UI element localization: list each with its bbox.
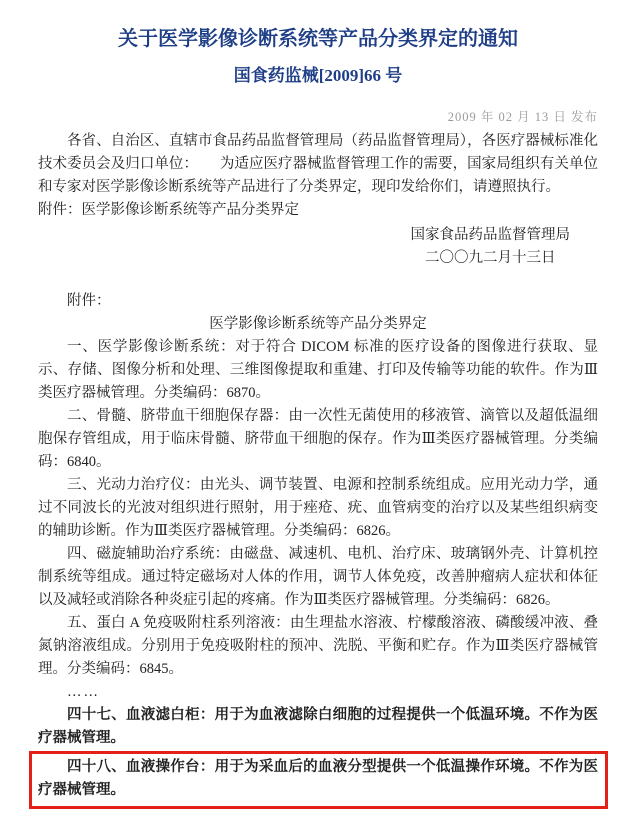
issue-date: 二〇〇九二月十三日 xyxy=(425,250,556,267)
issuer-name: 国家食品药品监督管理局 xyxy=(410,227,570,244)
classification-item-3: 三、光动力治疗仪：由光头、调节装置、电源和控制系统组成。应用光动力学，通过不同波长的光波对组织进行照射，用于痤疮、疣、血管病变的治疗以及某些组织病变的辅助诊断。作为Ⅲ类医疗器械管理。分类编码：6826。 xyxy=(38,477,598,540)
release-date: 2009 年 02 月 13 日 发布 xyxy=(447,110,598,125)
ellipsis-line: …… xyxy=(67,684,100,701)
doc-title: 关于医学影像诊断系统等产品分类界定的通知 xyxy=(118,28,518,50)
signature-block xyxy=(38,224,598,270)
doc-number: 国食药监械[2009]66 号 xyxy=(233,66,403,86)
notice-body xyxy=(38,130,598,809)
classification-item-47: 四十七、血液滤白柜：用于为血液滤除白细胞的过程提供一个低温环境。不作为医疗器械管理。 xyxy=(38,707,598,747)
classification-item-1: 一、医学影像诊断系统：对于符合 DICOM 标准的医疗设备的图像进行获取、显示、存储、图像分析和处理、三维图像提取和重建、打印及传输等功能的软件。作为Ⅲ类医疗器械管理。分类编码：6870。 xyxy=(38,339,598,402)
signature-inner xyxy=(411,224,571,270)
attachment-reference-line: 附件：医学影像诊断系统等产品分类界定 xyxy=(38,202,299,219)
document-page xyxy=(0,26,638,809)
attachment-label: 附件： xyxy=(67,293,111,310)
attachment-heading: 医学影像诊断系统等产品分类界定 xyxy=(209,316,427,333)
highlight-box xyxy=(29,751,608,809)
notice-opening-paragraph: 各省、自治区、直辖市食品药品监督管理局（药品监督管理局），各医疗器械标准化技术委员会及归口单位： 为适应医疗器械监督管理工作的需要，国家局组织有关单位和专家对医学影像诊断系统等产品进行了分类界定，现印发给你们，请遵照执行。 xyxy=(38,133,598,196)
classification-item-4: 四、磁旋辅助治疗系统：由磁盘、减速机、电机、治疗床、玻璃钢外壳、计算机控制系统等组成。通过特定磁场对人体的作用，调节人体免疫，改善肿瘤病人症状和体征以及减轻或消除各种炎症引起的疼痛。作为Ⅲ类医疗器械管理。分类编码：6826。 xyxy=(38,546,598,609)
classification-item-2: 二、骨髓、脐带血干细胞保存器：由一次性无菌使用的移液管、滴管以及超低温细胞保存管组成，用于临床骨髓、脐带血干细胞的保存。作为Ⅲ类医疗器械管理。分类编码：6840。 xyxy=(38,408,598,471)
classification-item-48-highlighted: 四十八、血液操作台：用于为采血后的血液分型提供一个低温操作环境。不作为医疗器械管理。 xyxy=(38,759,598,799)
classification-item-5: 五、蛋白 A 免疫吸附柱系列溶液：由生理盐水溶液、柠檬酸溶液、磷酸缓冲液、叠氮钠溶液组成。分别用于免疫吸附柱的预冲、洗脱、平衡和贮存。作为Ⅲ类医疗器械管理。分类编码：6845。 xyxy=(38,615,598,678)
